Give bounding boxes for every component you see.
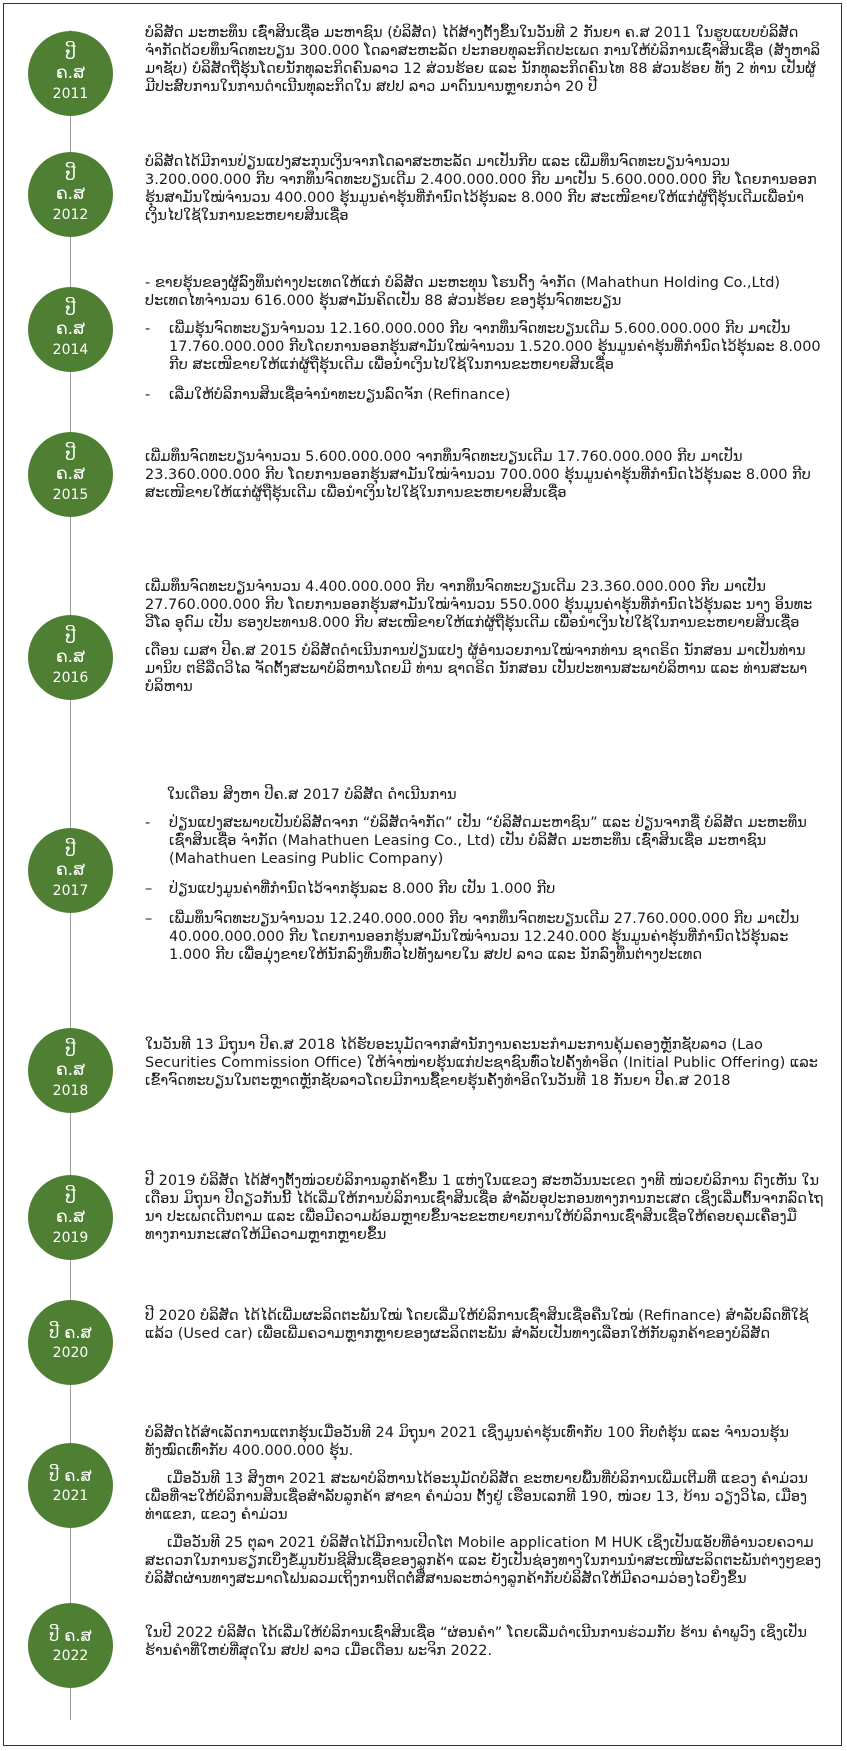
- badge-era: ຄ.ສ: [55, 647, 86, 668]
- badge-year: 2017: [52, 883, 89, 899]
- badge-era: ຄ.ສ: [55, 1207, 86, 1228]
- entry-2016: [145, 578, 825, 706]
- list-dash: -: [145, 321, 151, 337]
- entry-2011: [145, 24, 825, 106]
- badge-prefix: ປີ: [65, 444, 76, 465]
- list-item: [145, 814, 825, 868]
- year-badge-2018: [28, 1028, 113, 1113]
- year-badge-2019: [28, 1175, 113, 1260]
- list-dash: -: [145, 815, 151, 831]
- badge-prefix: ປີ ຄ.ສ: [49, 1323, 92, 1343]
- entry-2017: [145, 786, 825, 976]
- entry-text: ໃນປີ 2022 ບໍລິສັດ ໄດ້ເລີ່ມໃຫ້ບໍລິການເຊົ່າສິນເຊື່ອ “ຜ່ອນຄຳ” ໂດຍເລີ່ມດຳເນີນການຮ່ວມກັບ ຮ້ານ ຄຳພູວົງ ເຊິ່ງເປັນຮ້ານຄຳທີ່ໃຫຍ່ທີ່ສຸດໃນ ສປປ ລາວ ເມື່ອເດືອນ ພະຈິກ 2022.: [145, 1625, 807, 1659]
- entry-text: - ຂາຍຮຸ້ນຂອງຜູ້ລົງທຶນຕ່າງປະເທດໃຫ້ແກ່ ບໍລິສັດ ມະຫະທຸນ ໂຮນດິ້ງ ຈຳກັດ (Mahathun Holding Co.,Ltd) ປະເທດໄທຈຳນວນ 616.000 ຮຸ້ນສາມັນຄິດເປັນ 88 ສ່ວນຮ້ອຍ ຂອງຮຸ້ນຈົດທະບຽນ: [145, 275, 781, 309]
- entry-2014: [145, 274, 825, 416]
- badge-era: ຄ.ສ: [55, 464, 86, 485]
- list-text: ເລີ່ມໃຫ້ບໍລິການສິນເຊື່ອຈຳນຳທະບຽນລົດຈັກ (Refinance): [169, 387, 511, 403]
- year-badge-2016: [28, 615, 113, 700]
- entry-text: ບໍລິສັດ ມະຫະທຶນ ເຊົ່າສິນເຊື່ອ ມະຫາຊົນ (ບໍລິສັດ) ໄດ້ສ້າງຕັ້ງຂຶ້ນໃນວັນທີ 2 ກັນຍາ ຄ.ສ 2011 ໃນຮູບແບບບໍລິສັດຈຳກັດດ້ວຍທຶນຈົດທະບຽນ 300.000 ໂດລາສະຫະລັດ ປະກອບທຸລະກິດປະເພດ ການໃຫ້ບໍລິການເຊົ່າສິນເຊື່ອ (ສັງຫາລິມາຊັບ) ບໍລິສັດຖືຮຸ້ນໂດຍນັກທຸລະກິດຄົນລາວ 12 ສ່ວນຮ້ອຍ ແລະ ນັກທຸລະກິດຄົນໄທ 88 ສ່ວນຮ້ອຍ ທັງ 2 ທ່ານ ເປັນຜູ້ມີປະສົບການໃນການດຳເນີນທຸລະກິດໃນ ສປປ ລາວ ມາດົນນານຫຼາຍກວ່າ 20 ປີ: [145, 25, 820, 95]
- list-text: ປ່ຽນແປງມູນຄ່າທີ່ກຳນົດໄວ້ຈາກຮຸ້ນລະ 8.000 ກີບ ເປັນ 1.000 ກີບ: [169, 881, 556, 897]
- entry-2022: [145, 1624, 825, 1670]
- entry-text: ເມື່ອວັນທີ 25 ຕຸລາ 2021 ບໍລິສັດໄດ້ມີການເປີດໂຕ Mobile application M HUK ເຊິ່ງເປັນແອັບທີ່ອຳນວຍຄວາມສະດວກໃນການຮຽກເບິ່ງຂໍ້ມູນບັນຊີສິນເຊື່ອຂອງລູກຄ້າ ແລະ ຍັງເປັນຊ່ອງທາງໃນການນຳສະເໜີຜະລິດຕະພັນຕ່າງໆຂອງບໍລິສັດຜ່ານທາງສະມາດໂຟນລວມເຖິງການຕິດຕໍ່ສື່ສານລະຫວ່າງລູກຄ້າກັບບໍລິສັດໃຫ້ມີຄວາມວ່ອງໄວຍິ່ງຂຶ້ນ: [145, 1535, 822, 1587]
- badge-year: 2019: [52, 1230, 89, 1246]
- badge-prefix: ປີ ຄ.ສ: [49, 1626, 92, 1646]
- list-item: [145, 320, 825, 374]
- badge-prefix: ປີ: [65, 43, 76, 64]
- entry-text: ເດືອນ ເມສາ ປີຄ.ສ 2015 ບໍລິສັດດຳເນີນການປ່ຽນແປງ ຜູ້ອຳນວຍການໃໝ່ຈາກທ່ານ ຊາດຣິດ ນັກສອນ ມາເປັນທ່ານ ມານິບ ຕຣີລືດວິໄລ ຈັດຕັ້ງສະພາບໍລິຫານໂດຍມີ ທ່ານ ຊາດຣິດ ນັກສອນ ເປັນປະທານສະພາບໍລິຫານ ແລະ ທ່ານສະພາບໍລິຫານ: [145, 643, 808, 695]
- year-badge-2015: [28, 432, 113, 517]
- badge-prefix: ປີ: [65, 627, 76, 648]
- entry-text: ປີ 2020 ບໍລິສັດ ໄດ້ໄດ້ເພີ່ມຜະລິດຕະພັນໃໝ່ ໂດຍເລີ່ມໃຫ້ບໍລິການເຊົ່າສິນເຊື່ອຄືນໃໝ່ (Refinance) ສຳລັບລົດທີ່ໃຊ້ແລ້ວ (Used car) ເພື່ອເພີ່ມຄວາມຫຼາກຫຼາຍຂອງຜະລິດຕະພັນ ສຳລັບເປັນທາງເລືອກໃຫ້ກັບລູກຄ້າຂອງບໍລິສັດ: [145, 1308, 809, 1342]
- list-item: [145, 910, 825, 964]
- year-badge-2014: [28, 287, 113, 372]
- badge-year: 2014: [52, 342, 89, 358]
- entry-text: ເພີ່ມທຶນຈົດທະບຽນຈຳນວນ 5.600.000.000 ຈາກທຶນຈົດທະບຽນເດີມ 17.760.000.000 ກີບ ມາເປັນ 23.360.000.000 ກີບ ໂດຍການອອກຮຸ້ນສາມັນໃໝ່ຈຳນວນ 700.000 ຮຸ້ນມູນຄ່າຮຸ້ນທີ່ກຳນົດໄວ້ຮຸ້ນລະ 8.000 ກີບ ສະເໜີຂາຍໃຫ້ແກ່ຜູ້ຖືຮຸ້ນເດີມ ເພື່ອນຳເງິນໄປໃຊ້ໃນການຂະຫຍາຍສິນເຊື່ອ: [145, 449, 811, 501]
- year-badge-2022: [28, 1603, 113, 1688]
- entry-2020: [145, 1307, 825, 1353]
- list-text: ເພີ່ມທຶນຈົດທະບຽນຈຳນວນ 12.240.000.000 ກີບ ຈາກທຶນຈົດທະບຽນເດີມ 27.760.000.000 ກີບ ມາເປັນ 40.000.000.000 ກີບ ໂດຍການອອກຮຸ້ນສາມັນໃໝ່ຈຳນວນ 12.240.000 ຮຸ້ນມູນຄ່າຮຸ້ນທີ່ກຳນົດໄວ້ຮຸ້ນລະ 1.000 ກີບ ເພື່ອມຸ່ງຂາຍໃຫ້ນັກລົງທຶນທົ່ວໄປທັງພາຍໃນ ສປປ ລາວ ແລະ ນັກລົງທຶນຕ່າງປະເທດ: [169, 911, 800, 963]
- entry-text: ໃນເດືອນ ສິງຫາ ປີຄ.ສ 2017 ບໍລິສັດ ດຳເນີນການ: [167, 787, 457, 803]
- entry-2019: [145, 1172, 825, 1254]
- entry-2018: [145, 1036, 825, 1100]
- badge-prefix: ປີ: [65, 1187, 76, 1208]
- badge-prefix: ປີ: [65, 164, 76, 185]
- year-badge-2017: [28, 828, 113, 913]
- entry-text: ເພີ່ມທຶນຈົດທະບຽນຈຳນວນ 4.400.000.000 ກີບ ຈາກທຶນຈົດທະບຽນເດີມ 23.360.000.000 ກີບ ມາເປັນ 27.760.000.000 ກີບ ໂດຍການອອກຮຸ້ນສາມັນໃໝ່ຈຳນວນ 550.000 ຮຸ້ນມູນຄ່າຮຸ້ນທີ່ກຳນົດໄວ້ຮຸ້ນລະ ນາງ ອິນທະວີໂລ ອຸດົມ ເປັນ ຮອງປະທານ8.000 ກີບ ສະເໜີຂາຍໃຫ້ແກ່ຜູ້ຖືຮຸ້ນເດີມ ເພື່ອນຳເງິນໄປໃຊ້ໃນການຂະຫຍາຍສິນເຊື່ອ: [145, 579, 813, 631]
- list-text: ປ່ຽນແປງສະພາບເປັນບໍລິສັດຈາກ “ບໍລິສັດຈຳກັດ” ເປັນ “ບໍລິສັດມະຫາຊົນ” ແລະ ປ່ຽນຈາກຊື່ ບໍລິສັດ ມະຫະທຶນ ເຊົ່າສິນເຊື່ອ ຈຳກັດ (Mahathuen Leasing Co., Ltd) ເປັນ ບໍລິສັດ ມະຫະທຶນ ເຊົ່າສິນເຊື່ອ ມະຫາຊົນ (Mahathuen Leasing Public Company): [169, 815, 807, 867]
- entry-text: ບໍລິສັດໄດ້ສຳເລັດການແຕກຮຸ້ນເມື່ອວັນທີ 24 ມິຖຸນາ 2021 ເຊິ່ງມູນຄ່າຮຸ້ນເທົ່າກັບ 100 ກີບຕໍ່ຮຸ້ນ ແລະ ຈຳນວນຮຸ້ນທັງໝົດເທົ່າກັບ 400.000.000 ຮຸ້ນ.: [145, 1425, 789, 1459]
- badge-year: 2016: [52, 670, 89, 686]
- list-dash: –: [145, 881, 153, 897]
- badge-prefix: ປີ ຄ.ສ: [49, 1466, 92, 1486]
- badge-era: ຄ.ສ: [55, 184, 86, 205]
- entry-text: ເມື່ອວັນທີ 13 ສິງຫາ 2021 ສະພາບໍລິຫານໄດ້ອະນຸມັດບໍລິສັດ ຂະຫຍາຍພື້ນທີ່ບໍລິການເພີ່ມເຕີມທີ່ ແຂວງ ຄຳມ່ວນ ເພື່ອທີ່ຈະໃຫ້ບໍລິການສິນເຊື່ອສຳລັບລູກຄ້າ ສາຂາ ຄຳມ່ວນ ຕັ້ງຢູ່ ເຮືອນເລກທີ 190, ໜ່ວຍ 13, ບ້ານ ວຽງວິໄລ, ເມືອງ ທ່າແຂກ, ແຂວງ ຄຳມ່ວນ: [145, 1471, 808, 1523]
- list-dash: -: [145, 387, 151, 403]
- list-item: [145, 386, 825, 404]
- badge-year: 2020: [52, 1344, 89, 1361]
- year-badge-2011: [28, 31, 113, 116]
- list-text: ເພີ່ມຮຸ້ນຈົດທະບຽນຈຳນວນ 12.160.000.000 ກີບ ຈາກທຶນຈົດທະບຽນເດີມ 5.600.000.000 ກີບ ມາເປັນ 17.760.000.000 ກີບໂດຍການອອກຮຸ້ນສາມັນໃໝ່ຈຳນວນ 1.520.000 ຮຸ້ນມູນຄ່າຮຸ້ນທີ່ກຳນົດໄວ້ຮຸ້ນລະ 8.000 ກີບ ສະເໜີຂາຍໃຫ້ແກ່ຜູ້ຖືຮຸ້ນເດີມ ເພື່ອນຳເງິນໄປໃຊ້ໃນການຂະຫຍາຍສິນເຊື່ອ: [169, 321, 821, 373]
- year-badge-2012: [28, 152, 113, 237]
- badge-era: ຄ.ສ: [55, 860, 86, 881]
- entry-2021: [145, 1424, 825, 1598]
- badge-year: 2015: [52, 487, 89, 503]
- badge-prefix: ປີ: [65, 840, 76, 861]
- badge-year: 2021: [52, 1487, 89, 1504]
- year-badge-2021: [28, 1443, 113, 1528]
- badge-era: ຄ.ສ: [55, 319, 86, 340]
- entry-text: ໃນວັນທີ 13 ມິຖຸນາ ປີຄ.ສ 2018 ໄດ້ຮັບອະນຸມັດຈາກສຳນັກງານຄະນະກຳມະການຄຸ້ມຄອງຫຼັກຊັບລາວ (Lao Securities Commission Office) ໃຫ້ຈຳໜ່າຍຮຸ້ນແກ່ປະຊາຊົນທົ່ວໄປຄັ້ງທຳອິດ (Initial Public Offering) ແລະ ເຂົ້າຈົດທະບຽນໃນຕະຫຼາດຫຼັກຊັບລາວໂດຍມີການຊື້ຂາຍຮຸ້ນຄັ້ງທຳອິດໃນວັນທີ 18 ກັນຍາ ປີຄ.ສ 2018: [145, 1037, 818, 1089]
- entry-2012: [145, 153, 825, 235]
- entry-text: ປີ 2019 ບໍລິສັດ ໄດ້ສ້າງຕັ້ງໜ່ວຍບໍລິການລູກຄ້າຂຶ້ນ 1 ແຫ່ງໃນແຂວງ ສະຫວັນນະເຂດ ງາທີ ໜ່ວຍບໍລິການ ດົງເຫັນ ໃນເດືອນ ມິຖຸນາ ປີດຽວກັນນີ້ ໄດ້ເລີ່ມໃຫ້ການບໍລິການເຊົ່າສິນເຊື່ອ ສຳລັບອຸປະກອນທາງການກະເສດ ເຊິ່ງເລີ່ມຕົ້ນຈາກລົດໄຖນາ ປະເພດເດີນຕາມ ແລະ ເພື່ອມີຄວາມພ້ອມຫຼາຍຂຶ້ນຈະຂະຫຍາຍການໃຫ້ບໍລິການເຊົ່າສິນເຊື່ອໃຫ້ຄອບຄຸມເຄື່ອງມືທາງການກະເສດໃຫ້ມີຄວາມຫຼາກຫຼາຍຂຶ້ນ: [145, 1173, 824, 1243]
- badge-prefix: ປີ: [65, 1040, 76, 1061]
- badge-year: 2022: [52, 1647, 89, 1664]
- year-badge-2020: [28, 1300, 113, 1385]
- list-dash: –: [145, 911, 153, 927]
- entry-2015: [145, 448, 825, 512]
- badge-era: ຄ.ສ: [55, 1060, 86, 1081]
- list-item: [145, 880, 825, 898]
- badge-year: 2018: [52, 1083, 89, 1099]
- entry-text: ບໍລິສັດໄດ້ມີການປ່ຽນແປງສະກຸນເງິນຈາກໂດລາສະຫະລັດ ມາເປັນກີບ ແລະ ເພີ່ມທຶນຈົດທະບຽນຈຳນວນ 3.200.000.000 ກີບ ຈາກທຶນຈົດທະບຽນເດີມ 2.400.000.000 ກີບ ມາເປັນ 5.600.000.000 ກີບ ໂດຍການອອກຮຸ້ນສາມັນໃໝ່ຈຳນວນ 400.000 ຮຸ້ນມູນຄ່າຮຸ້ນທີ່ກຳນົດໄວ້ຮຸ້ນລະ 8.000 ກີບ ສະເໜີຂາຍໃຫ້ແກ່ຜູ້ຖືຮຸ້ນເດີມເພື່ອນຳເງິນໄປໃຊ້ໃນການຂະຫຍາຍສິນເຊື່ອ: [145, 154, 817, 224]
- badge-year: 2012: [52, 207, 89, 223]
- badge-year: 2011: [52, 86, 89, 102]
- badge-prefix: ປີ: [65, 299, 76, 320]
- badge-era: ຄ.ສ: [55, 63, 86, 84]
